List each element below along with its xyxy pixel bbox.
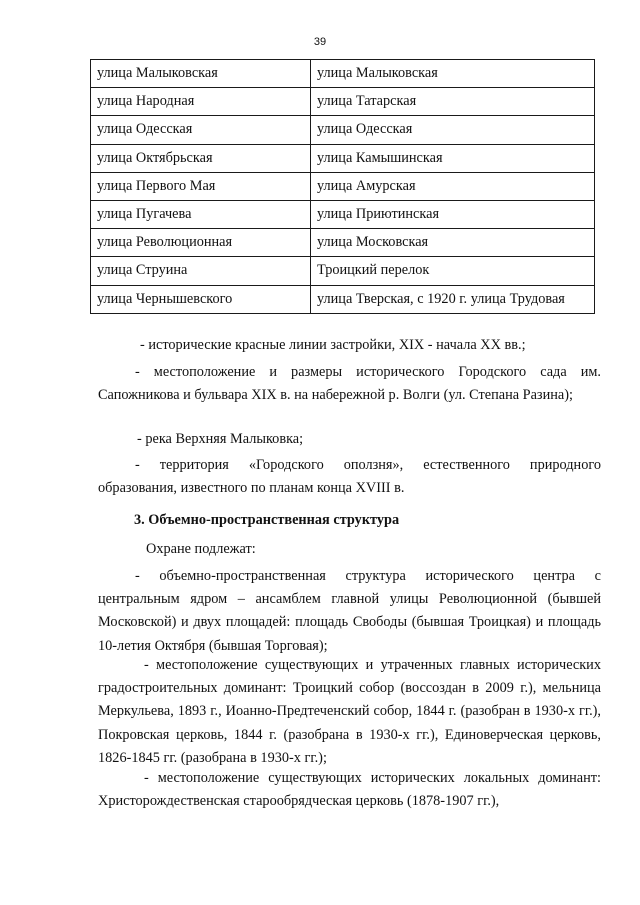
table-row: [91, 60, 595, 88]
historical-street-name: улица Малыковская: [311, 60, 595, 88]
current-street-name: улица Струина: [91, 257, 311, 285]
list-item: [98, 361, 601, 407]
table-row: [91, 200, 595, 228]
current-street-name: улица Октябрьская: [91, 144, 311, 172]
current-street-name: улица Чернышевского: [91, 285, 311, 313]
historical-street-name: улица Тверская, с 1920 г. улица Трудовая: [311, 285, 595, 313]
current-street-name: улица Одесская: [91, 116, 311, 144]
table-row: [91, 229, 595, 257]
list-item: [98, 454, 601, 500]
table-row: [91, 144, 595, 172]
historical-street-name: улица Амурская: [311, 172, 595, 200]
page-number: 39: [313, 36, 327, 48]
list-item-text: - территория «Городского оползня», естественного природного образования, известного по планам конца XVIII в.: [98, 457, 601, 497]
list-item-text: - местоположение и размеры исторического Городского сада им. Сапожникова и бульвара XIX в. на набережной р. Волги (ул. Степана Разина);: [98, 364, 601, 404]
list-item-text: - местоположение существующих и утраченных главных исторических градостроительных доминант: Троицкий собор (воссоздан в 2009 г.), мельница Меркульева, 1893 г., Иоанно-Предтеченский собор, 1844 г. (разобран в 1930-х гг.), Покровская церковь, 1844 г. (разобрана в 1930-х гг.), Единоверческая церковь, 1826-1845 гг. (разобрана в 1930-х гг.);: [98, 657, 601, 766]
list-item: - исторические красные линии застройки, XIX - начала XX вв.;: [140, 337, 526, 353]
historical-street-name: улица Камышинская: [311, 144, 595, 172]
historical-street-name: улица Татарская: [311, 88, 595, 116]
table-row: [91, 257, 595, 285]
historical-street-name: улица Московская: [311, 229, 595, 257]
list-item: [98, 654, 601, 770]
list-item: [98, 565, 601, 658]
current-street-name: улица Народная: [91, 88, 311, 116]
street-names-table: [90, 59, 595, 314]
table-row: [91, 172, 595, 200]
list-item: - река Верхняя Малыковка;: [137, 431, 304, 447]
list-item-text: - объемно-пространственная структура исторического центра с центральным ядром – ансамблем главной улицы Революционной (бывшей Московской) и двух площадей: площадь Свободы (бывшая Троицкая) и площадь 10-летия Октября (бывшая Торговая);: [98, 568, 601, 654]
list-item: [98, 767, 601, 813]
historical-street-name: Троицкий перелок: [311, 257, 595, 285]
current-street-name: улица Революционная: [91, 229, 311, 257]
current-street-name: улица Малыковская: [91, 60, 311, 88]
historical-street-name: улица Приютинская: [311, 200, 595, 228]
list-item-text: - местоположение существующих исторических локальных доминант: Христорождественская старообрядческая церковь (1878-1907 гг.),: [98, 770, 601, 810]
section-heading: 3. Объемно-пространственная структура: [134, 512, 400, 528]
historical-street-name: улица Одесская: [311, 116, 595, 144]
table-row: [91, 88, 595, 116]
table-row: [91, 116, 595, 144]
current-street-name: улица Пугачева: [91, 200, 311, 228]
current-street-name: улица Первого Мая: [91, 172, 311, 200]
section-intro: Охране подлежат:: [146, 541, 256, 557]
table-row: [91, 285, 595, 313]
